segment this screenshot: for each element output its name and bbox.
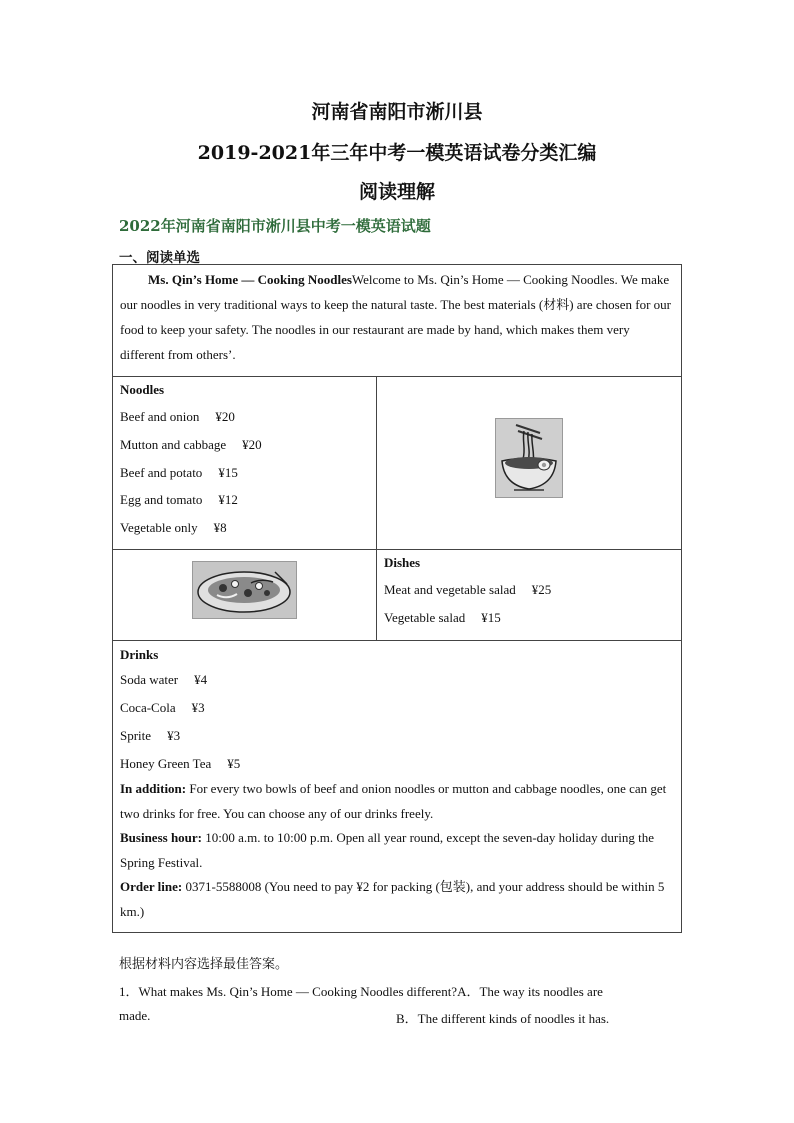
section-heading: 一、阅读单选 — [119, 250, 200, 266]
menu-item: Vegetable only ¥8 — [120, 520, 227, 535]
menu-item: Beef and onion ¥20 — [120, 409, 235, 424]
addition-note: In addition: For every two bowls of beef and onion noodles or mutton and cabbage noodles, one can get two drinks for free. You can choose any of our drinks freely. — [120, 781, 667, 821]
doc-title-region: 河南省南阳市淅川县 — [311, 101, 483, 123]
order-line-note: Order line: 0371-5588008 (You need to pay ¥2 for packing (包装), and your address should be within 5 km.) — [120, 879, 665, 919]
restaurant-name: Ms. Qin’s Home — Cooking Noodles — [148, 272, 352, 287]
dishes-heading: Dishes — [384, 555, 421, 570]
menu-item: Coca-Cola ¥3 — [120, 700, 205, 715]
menu-item: Egg and tomato ¥12 — [120, 492, 238, 507]
table-divider — [113, 376, 681, 377]
question-1-option-a-cont: made. — [119, 1008, 151, 1023]
menu-item: Beef and potato ¥15 — [120, 465, 238, 480]
menu-item: Soda water ¥4 — [120, 672, 208, 687]
doc-title-main: 2019-2021年三年中考一模英语试卷分类汇编 — [197, 142, 597, 164]
question-1-text: 1．What makes Ms. Qin’s Home — Cooking Noodles different?A．The way its noodles are — [119, 984, 603, 999]
noodle-bowl-image — [495, 418, 563, 498]
doc-title-topic: 阅读理解 — [358, 181, 435, 203]
noodles-heading: Noodles — [120, 382, 165, 397]
table-column-divider — [376, 376, 377, 640]
menu-item: Meat and vegetable salad ¥25 — [384, 582, 552, 597]
drinks-heading: Drinks — [120, 647, 159, 662]
intro-text: Welcome to Ms. Qin’s Home — Cooking Noodles. We make our noodles in very traditional ways to keep the natural taste. The best materials (材料) are chosen for our food to keep your safety. The noodles in our restaurant are made by hand, which makes them very different from others’. — [120, 272, 672, 362]
question-1-option-b: B．The different kinds of noodles it has. — [396, 1011, 610, 1026]
reading-material-table — [112, 264, 682, 933]
question-instruction: 根据材料内容选择最佳答案。 — [119, 957, 289, 972]
menu-item: Honey Green Tea ¥5 — [120, 756, 241, 771]
menu-item: Vegetable salad ¥15 — [384, 610, 501, 625]
intro-paragraph — [120, 267, 672, 367]
menu-item: Mutton and cabbage ¥20 — [120, 437, 262, 452]
business-hour-note: Business hour: 10:00 a.m. to 10:00 p.m. Open all year round, except the seven-day holiday during the Spring Festival. — [120, 830, 654, 870]
table-divider — [113, 640, 681, 641]
exam-subtitle: 2022年河南省南阳市淅川县中考一模英语试题 — [119, 217, 431, 235]
salad-plate-image — [192, 561, 297, 619]
menu-item: Sprite ¥3 — [120, 728, 181, 743]
